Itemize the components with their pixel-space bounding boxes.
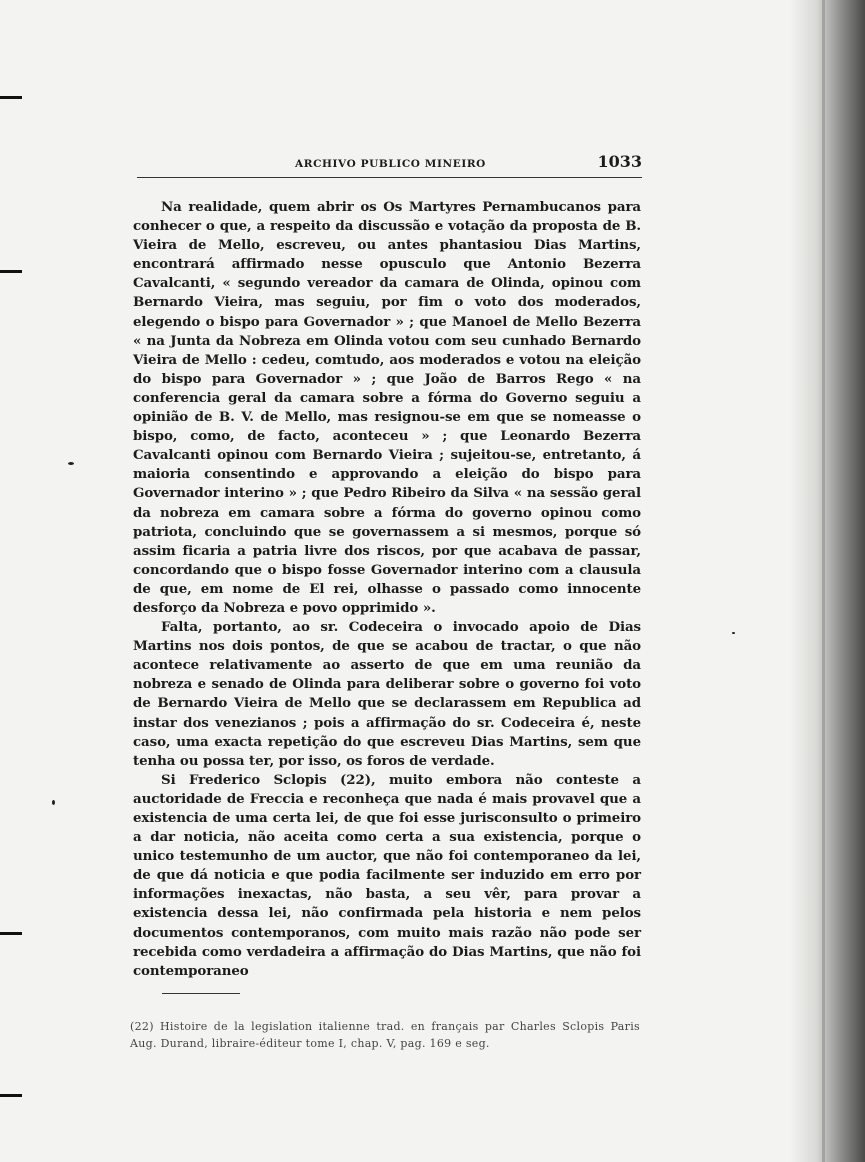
- footnote-rule: [162, 993, 240, 994]
- ink-speck: [52, 800, 55, 805]
- page-edge-shadow: [790, 0, 865, 1162]
- ink-speck: [68, 462, 74, 465]
- margin-mark: [0, 1094, 22, 1097]
- header-rule: [137, 177, 642, 178]
- page-header: [137, 152, 642, 174]
- paragraph: Si Frederico Sclopis (22), muito embora não conteste a auctoridade de Freccia e reconheça que nada é mais provavel que a existencia de uma certa lei, de que foi esse jurisconsulto o primeiro a dar noticia, não aceita como certa a sua existencia, porque o unico testemunho de um auctor, que não foi contemporaneo da lei, de que dá noticia e que podia facilmente ser induzido em erro por informações inexactas, não basta, a seu vêr, para provar a existencia dessa lei, não confirmada pela historia e nem pelos documentos contemporanos, com muito mais razão não pode ser recebida como verdadeira a affirmação do Dias Martins, que não foi contemporaneo: [133, 771, 641, 979]
- running-title: ARCHIVO PUBLICO MINEIRO: [295, 158, 486, 170]
- body-text: [133, 198, 641, 981]
- margin-mark: [0, 932, 22, 935]
- page-edge-line: [822, 0, 825, 1162]
- page-number: 1033: [597, 152, 642, 171]
- ink-speck: [732, 632, 735, 634]
- paragraph: Falta, portanto, ao sr. Codeceira o invocado apoio de Dias Martins nos dois pontos, de que se acabou de tractar, o que não acontece relativamente ao asserto de que em uma reunião da nobreza e senado de Olinda para deliberar sobre o governo foi voto de Bernardo Vieira de Mello que se declarassem em Republica ad instar dos venezianos ; pois a affirmação do sr. Codeceira é, neste caso, uma exacta repetição do que escreveu Dias Martins, sem que tenha ou possa ter, por isso, os foros de verdade.: [133, 619, 641, 769]
- footnote: (22) Histoire de la legislation italienne trad. en français par Charles Sclopis Paris Aug. Durand, libraire-éditeur tome I, chap. V, pag. 169 e seg.: [130, 1020, 640, 1050]
- margin-mark: [0, 270, 22, 273]
- paragraph: Na realidade, quem abrir os Os Martyres Pernambucanos para conhecer o que, a respeito da discussão e votação da proposta de B. Vieira de Mello, escreveu, ou antes phantasiou Dias Martins, encontrará affirmado nesse opusculo que Antonio Bezerra Cavalcanti, « segundo vereador da camara de Olinda, opinou com Bernardo Vieira, mas seguiu, por fim o voto dos moderados, elegendo o bispo para Governador » ; que Manoel de Mello Bezerra « na Junta da Nobreza em Olinda votou com seu cunhado Bernardo Vieira de Mello : cedeu, comtudo, aos moderados e votou na eleição do bispo para Governador » ; que João de Barros Rego « na conferencia geral da camara sobre a fórma do Governo seguiu a opinião de B. V. de Mello, mas resignou-se em que se nomeasse o bispo, como, de facto, aconteceu » ; que Leonardo Bezerra Cavalcanti opinou com Bernardo Vieira ; sujeitou-se, entretanto, á maioria consentindo e approvando a eleição do bispo para Governador interino » ; que Pedro Ribeiro da Silva « na sessão geral da nobreza em camara sobre a fórma do governo opinou como patriota, concluindo que se governassem a si mesmos, porque só assim ficaria a patria livre dos riscos, por que acabava de passar, concordando que o bispo fosse Governador interino com a clausula de que, em nome de El rei, olhasse o passado como innocente desforço da Nobreza e povo opprimido ».: [133, 199, 641, 616]
- margin-mark: [0, 96, 22, 99]
